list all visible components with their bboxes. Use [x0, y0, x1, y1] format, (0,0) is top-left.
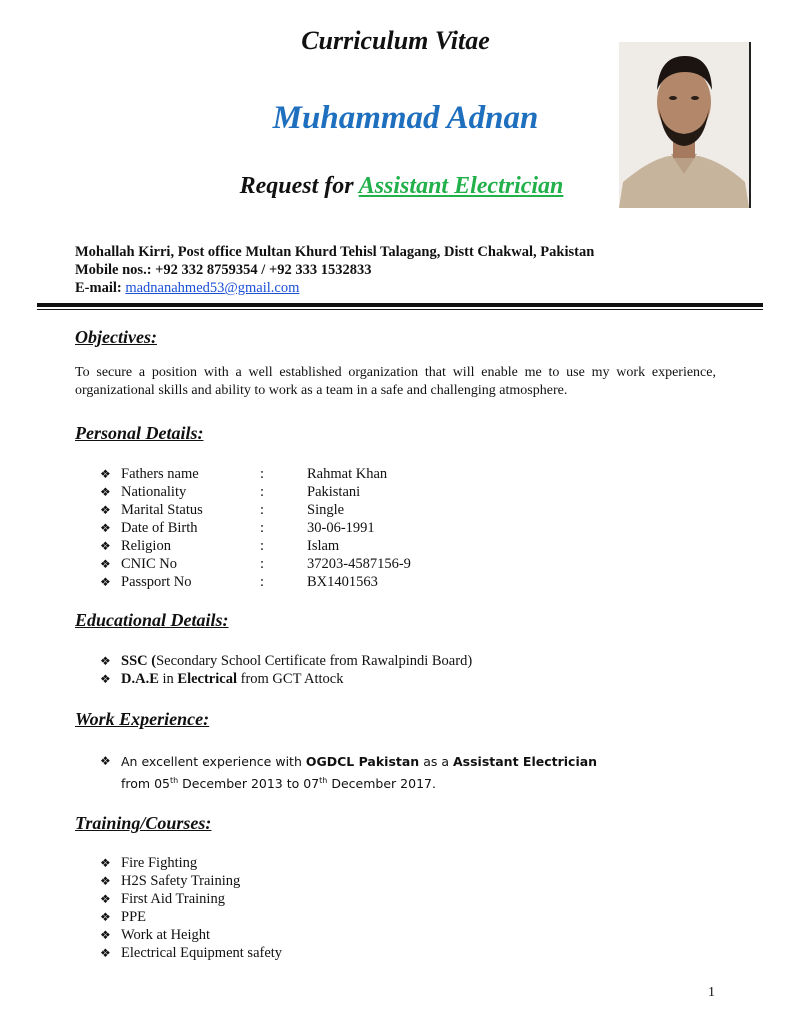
diamond-bullet-icon: ❖: [100, 485, 111, 499]
email-link[interactable]: madnanahmed53@gmail.com: [125, 280, 300, 296]
diamond-bullet-icon: ❖: [100, 946, 111, 960]
diamond-bullet-icon: ❖: [100, 654, 111, 668]
objectives-text: To secure a position with a well established organization that will enable me to use my work experience, organizational skills and ability to work as a team in a safe and challenging atmosphere.: [75, 365, 716, 398]
page-number: 1: [708, 985, 715, 1000]
diamond-bullet-icon: ❖: [100, 928, 111, 942]
email-label: E-mail:: [75, 280, 122, 296]
profile-photo: [619, 42, 751, 208]
diamond-bullet-icon: ❖: [100, 521, 111, 535]
person-portrait-icon: [619, 42, 749, 208]
diamond-bullet-icon: ❖: [100, 557, 111, 571]
contact-address: Mohallah Kirri, Post office Multan Khurd Tehisl Talagang, Distt Chakwal, Pakistan: [75, 244, 595, 260]
document-title: Curriculum Vitae: [301, 26, 490, 55]
header-divider: [37, 303, 763, 307]
diamond-bullet-icon: ❖: [100, 467, 111, 481]
education-heading: Educational Details:: [75, 610, 229, 630]
position-title: Assistant Electrician: [358, 173, 564, 199]
contact-email-line: [75, 279, 299, 297]
diamond-bullet-icon: ❖: [100, 503, 111, 517]
training-heading: Training/Courses:: [75, 813, 212, 833]
diamond-bullet-icon: ❖: [100, 754, 111, 768]
diamond-bullet-icon: ❖: [100, 856, 111, 870]
personal-details-heading: Personal Details:: [75, 423, 204, 443]
diamond-bullet-icon: ❖: [100, 539, 111, 553]
candidate-name: Muhammad Adnan: [272, 100, 539, 136]
diamond-bullet-icon: ❖: [100, 575, 111, 589]
work-experience-heading: Work Experience:: [75, 709, 210, 729]
diamond-bullet-icon: ❖: [100, 874, 111, 888]
header-divider-thin: [37, 309, 763, 310]
contact-mobile: Mobile nos.: +92 332 8759354 / +92 333 1532833: [75, 262, 372, 278]
diamond-bullet-icon: ❖: [100, 672, 111, 686]
objectives-heading: Objectives:: [75, 327, 157, 347]
diamond-bullet-icon: ❖: [100, 892, 111, 906]
request-prefix: Request for: [239, 173, 354, 199]
diamond-bullet-icon: ❖: [100, 910, 111, 924]
